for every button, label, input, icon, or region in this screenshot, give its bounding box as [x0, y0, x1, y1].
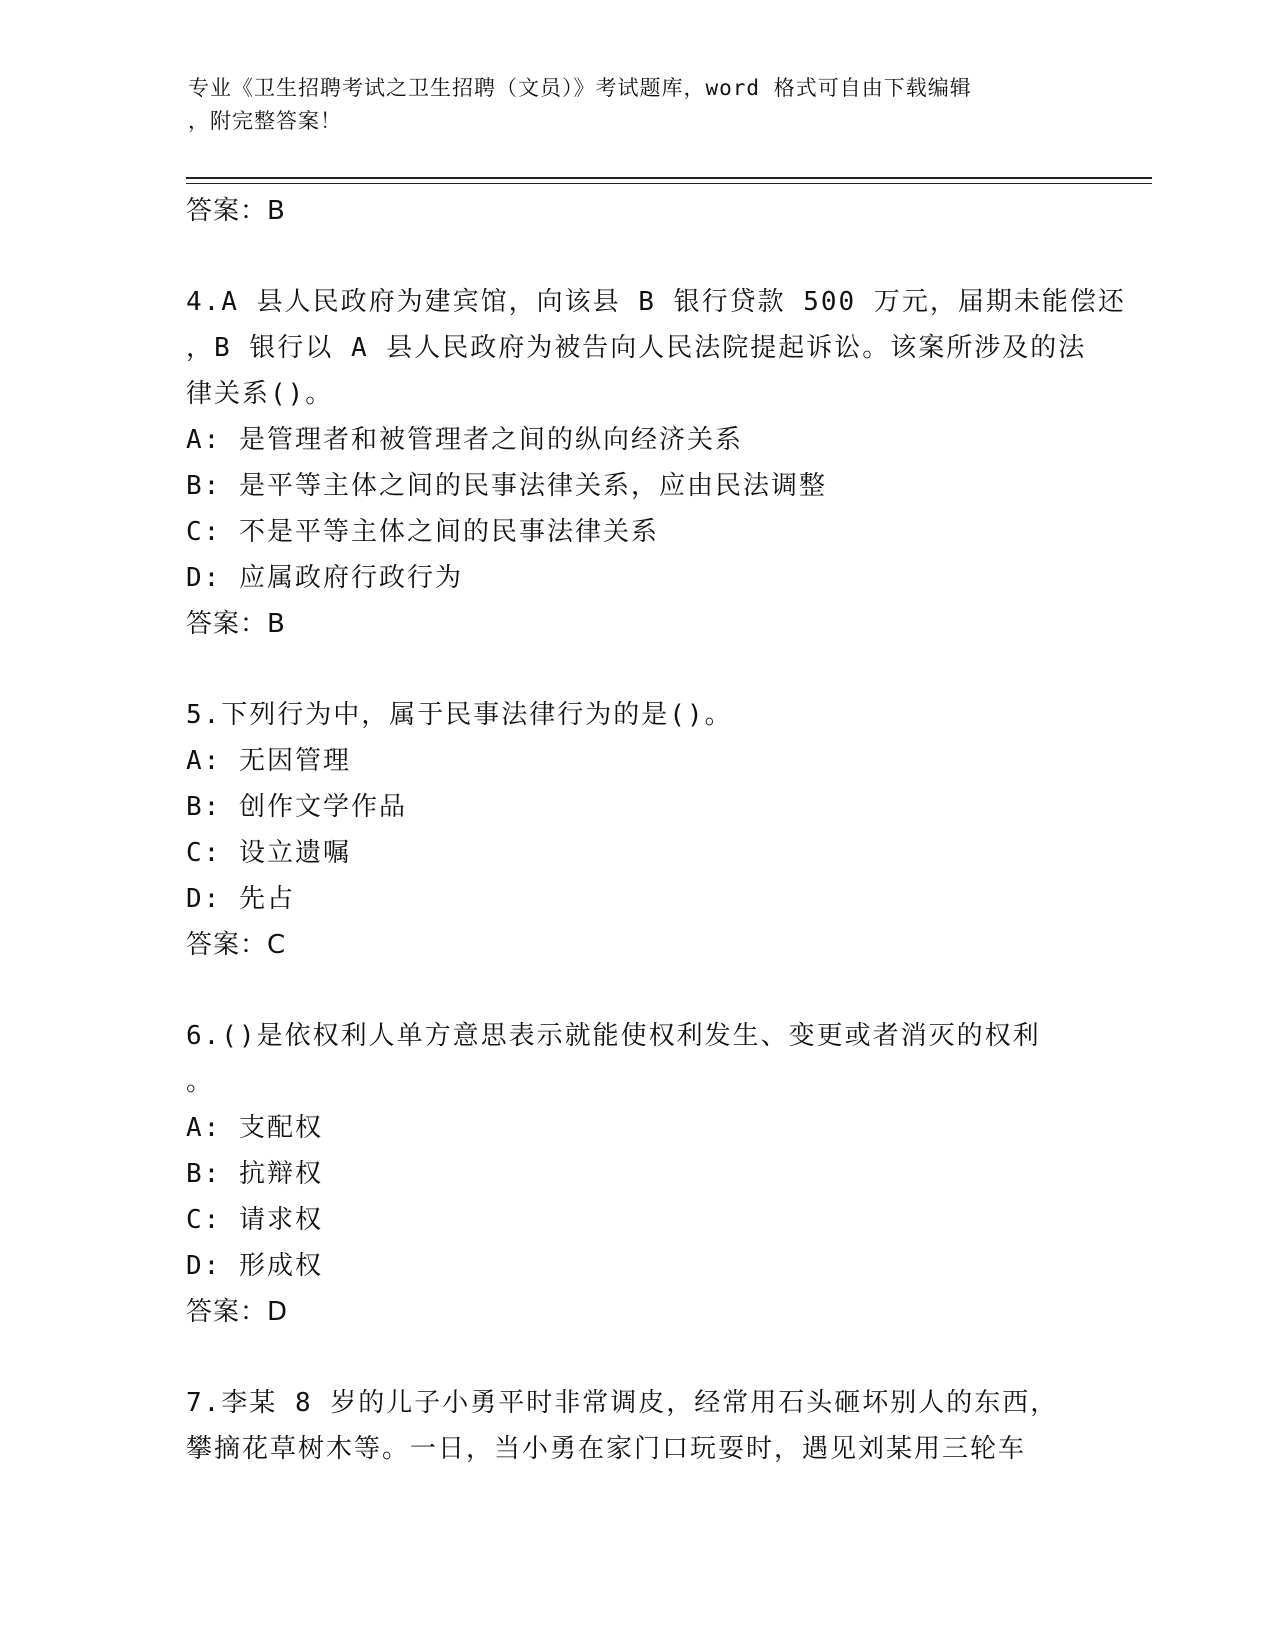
option-b: B: 抗辩权 [186, 1159, 323, 1189]
answer-line: 答案：B [186, 196, 286, 226]
option-a: A: 是管理者和被管理者之间的纵向经济关系 [186, 425, 743, 455]
header-line-2: ，附完整答案！ [188, 109, 342, 133]
answer-line: 答案：D [186, 1297, 289, 1327]
spacer [186, 647, 1086, 692]
option-a: A: 支配权 [186, 1113, 323, 1143]
option-c: C: 设立遗嘱 [186, 838, 351, 868]
option-d: D: 形成权 [186, 1251, 323, 1281]
question-block [186, 1013, 1086, 1335]
question-text-line: 7.李某 8 岁的儿子小勇平时非常调皮，经常用石头砸坏别人的东西， [186, 1388, 1059, 1418]
question-text-line: 4.A 县人民政府为建宾馆，向该县 B 银行贷款 500 万元，届期未能偿还 [186, 287, 1126, 317]
option-b: B: 创作文学作品 [186, 792, 407, 822]
header-divider-thin [186, 183, 1152, 184]
document-header [188, 72, 1068, 138]
option-b: B: 是平等主体之间的民事法律关系，应由民法调整 [186, 471, 827, 501]
answer-line: 答案：C [186, 930, 287, 960]
spacer [186, 968, 1086, 1013]
question-block [186, 279, 1126, 647]
spacer [186, 234, 1086, 279]
header-line-1: 专业《卫生招聘考试之卫生招聘（文员）》考试题库，word 格式可自由下载编辑 [188, 76, 972, 100]
header-divider-thick [186, 177, 1152, 179]
option-d: D: 先占 [186, 884, 295, 914]
answer-line: 答案：B [186, 609, 286, 639]
question-text-line: 5.下列行为中，属于民事法律行为的是()。 [186, 700, 733, 730]
question-text-line: ，B 银行以 A 县人民政府为被告向人民法院提起诉讼。该案所涉及的法 [186, 333, 1087, 363]
option-c: C: 请求权 [186, 1205, 323, 1235]
question-text-line: 攀摘花草树木等。一日，当小勇在家门口玩耍时，遇见刘某用三轮车 [186, 1434, 1027, 1464]
spacer [186, 1335, 1086, 1380]
question-text-line: 律关系()。 [186, 379, 334, 409]
option-d: D: 应属政府行政行为 [186, 563, 463, 593]
question-block [186, 692, 1086, 968]
question-block [186, 1380, 1086, 1472]
option-a: A: 无因管理 [186, 746, 351, 776]
option-c: C: 不是平等主体之间的民事法律关系 [186, 517, 659, 547]
question-text-line: 6.()是依权利人单方意思表示就能使权利发生、变更或者消灭的权利 [186, 1021, 1041, 1051]
question-text-line: 。 [186, 1067, 215, 1097]
question-list [186, 188, 1126, 1472]
